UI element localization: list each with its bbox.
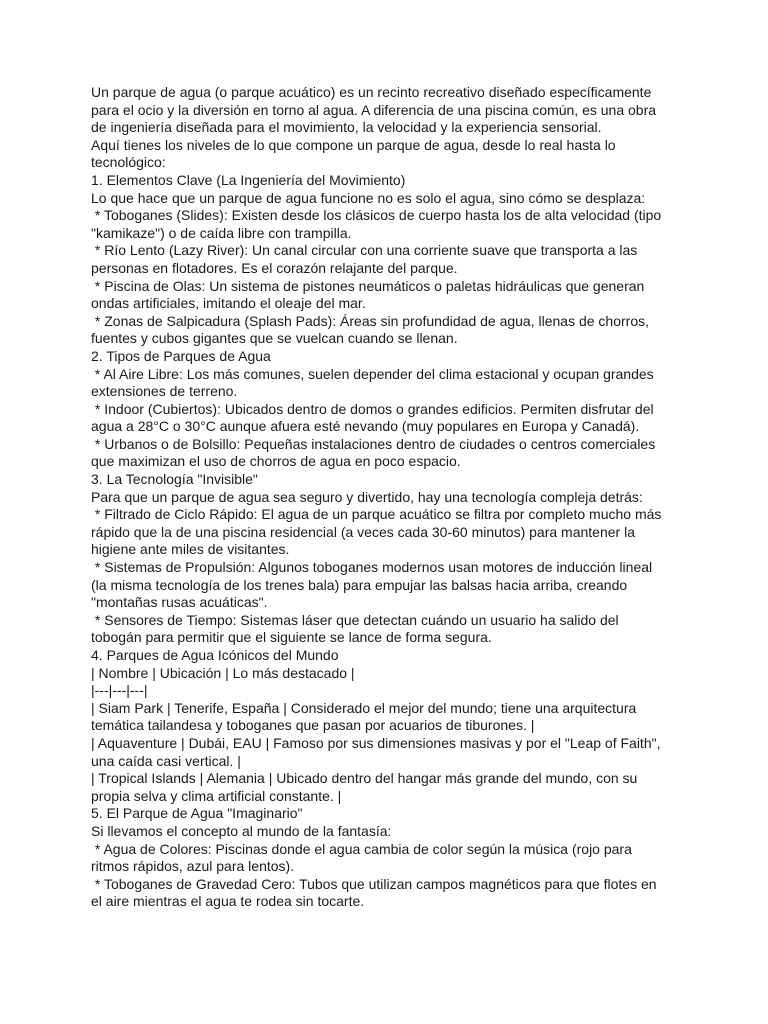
bullet-line: * Río Lento (Lazy River): Un canal circular con una corriente suave que transporta a las [91, 242, 638, 259]
bullet-line: * Urbanos o de Bolsillo: Pequeñas instalaciones dentro de ciudades o centros comerciales [91, 435, 656, 452]
text-line: "kamikaze") o de caída libre con trampilla. [91, 224, 352, 241]
text-line: para el ocio y la diversión en torno al agua. A diferencia de una piscina común, es una obra [91, 101, 657, 118]
section-heading: 3. La Tecnología "Invisible" [91, 471, 258, 488]
text-line: el aire mientras el agua te rodea sin tocarte. [91, 893, 365, 910]
section-heading: 4. Parques de Agua Icónicos del Mundo [91, 647, 339, 663]
text-line: Aquí tienes los niveles de lo que compone un parque de agua, desde lo real hasta lo [91, 136, 616, 153]
table-row: | Siam Park | Tenerife, España | Considerado el mejor del mundo; tiene una arquitectura [91, 699, 637, 716]
table-row: | Aquaventure | Dubái, EAU | Famoso por sus dimensiones masivas y por el "Leap of Faith", [91, 734, 661, 751]
section-heading: 5. El Parque de Agua "Imaginario" [91, 805, 303, 822]
bullet-line: * Agua de Colores: Piscinas donde el agua cambia de color según la música (rojo para [91, 840, 632, 857]
table-separator-row: |---|---|---| [91, 682, 148, 699]
text-line: "montañas rusas acuáticas". [91, 594, 268, 611]
table-row: | Tropical Islands | Alemania | Ubicado dentro del hangar más grande del mundo, con su [91, 770, 638, 787]
text-line: tobogán para permitir que el siguiente se lance de forma segura. [91, 629, 492, 646]
text-line: rápido que la de una piscina residencial (a veces cada 30-60 minutos) para mantener la [91, 523, 635, 540]
table-row-continuation: temática tailandesa y toboganes que pasan por acuarios de tiburones. | [91, 717, 535, 734]
text-line: (la misma tecnología de los trenes bala) para empujar las balsas hacia arriba, creando [91, 576, 628, 593]
bullet-line: * Filtrado de Ciclo Rápido: El agua de un parque acuático se filtra por completo mucho más [91, 506, 662, 523]
text-line: que maximizan el uso de chorros de agua en poco espacio. [91, 453, 461, 470]
text-line: fuentes y cubos gigantes que se vuelcan cuando se llenan. [91, 330, 458, 347]
document-page [91, 84, 691, 911]
bullet-line: * Sistemas de Propulsión: Algunos toboganes modernos usan motores de inducción lineal [91, 559, 653, 576]
bullet-line: * Piscina de Olas: Un sistema de pistones neumáticos o paletas hidráulicas que generan [91, 277, 645, 294]
text-line: higiene ante miles de visitantes. [91, 541, 290, 558]
bullet-line: * Toboganes de Gravedad Cero: Tubos que utilizan campos magnéticos para que flotes en [91, 875, 657, 892]
bullet-line: * Zonas de Salpicadura (Splash Pads): Áreas sin profundidad de agua, llenas de chorros, [91, 312, 650, 329]
text-line: Para que un parque de agua sea seguro y divertido, hay una tecnología compleja detrás: [91, 488, 643, 505]
section-heading: 1. Elementos Clave (La Ingeniería del Movimiento) [91, 171, 406, 188]
text-line: ondas artificiales, imitando el oleaje del mar. [91, 295, 366, 312]
text-line: Si llevamos el concepto al mundo de la fantasía: [91, 822, 392, 839]
bullet-line: * Sensores de Tiempo: Sistemas láser que detectan cuándo un usuario ha salido del [91, 611, 619, 628]
text-line: ritmos rápidos, azul para lentos). [91, 858, 295, 875]
text-line: personas en flotadores. Es el corazón relajante del parque. [91, 259, 458, 276]
bullet-line: * Indoor (Cubiertos): Ubicados dentro de domos o grandes edificios. Permiten disfrutar del [91, 400, 654, 417]
text-line: de ingeniería diseñada para el movimiento, la velocidad y la experiencia sensorial. [91, 119, 602, 136]
table-header-row: | Nombre | Ubicación | Lo más destacado | [91, 664, 355, 681]
bullet-line: * Toboganes (Slides): Existen desde los clásicos de cuerpo hasta los de alta velocidad (tipo [91, 207, 662, 224]
bullet-line: * Al Aire Libre: Los más comunes, suelen depender del clima estacional y ocupan grandes [91, 365, 654, 382]
table-row-continuation: una caída casi vertical. | [91, 752, 241, 769]
text-line: agua a 28°C o 30°C aunque afuera esté nevando (muy populares en Europa y Canadá). [91, 418, 640, 435]
text-line: tecnológico: [91, 154, 166, 171]
table-row-continuation: propia selva y clima artificial constante. | [91, 787, 342, 804]
text-line: extensiones de terreno. [91, 383, 238, 400]
section-heading: 2. Tipos de Parques de Agua [91, 347, 271, 364]
text-line: Un parque de agua (o parque acuático) es un recinto recreativo diseñado específicamente [91, 84, 652, 100]
text-line: Lo que hace que un parque de agua funcione no es solo el agua, sino cómo se desplaza: [91, 189, 646, 206]
